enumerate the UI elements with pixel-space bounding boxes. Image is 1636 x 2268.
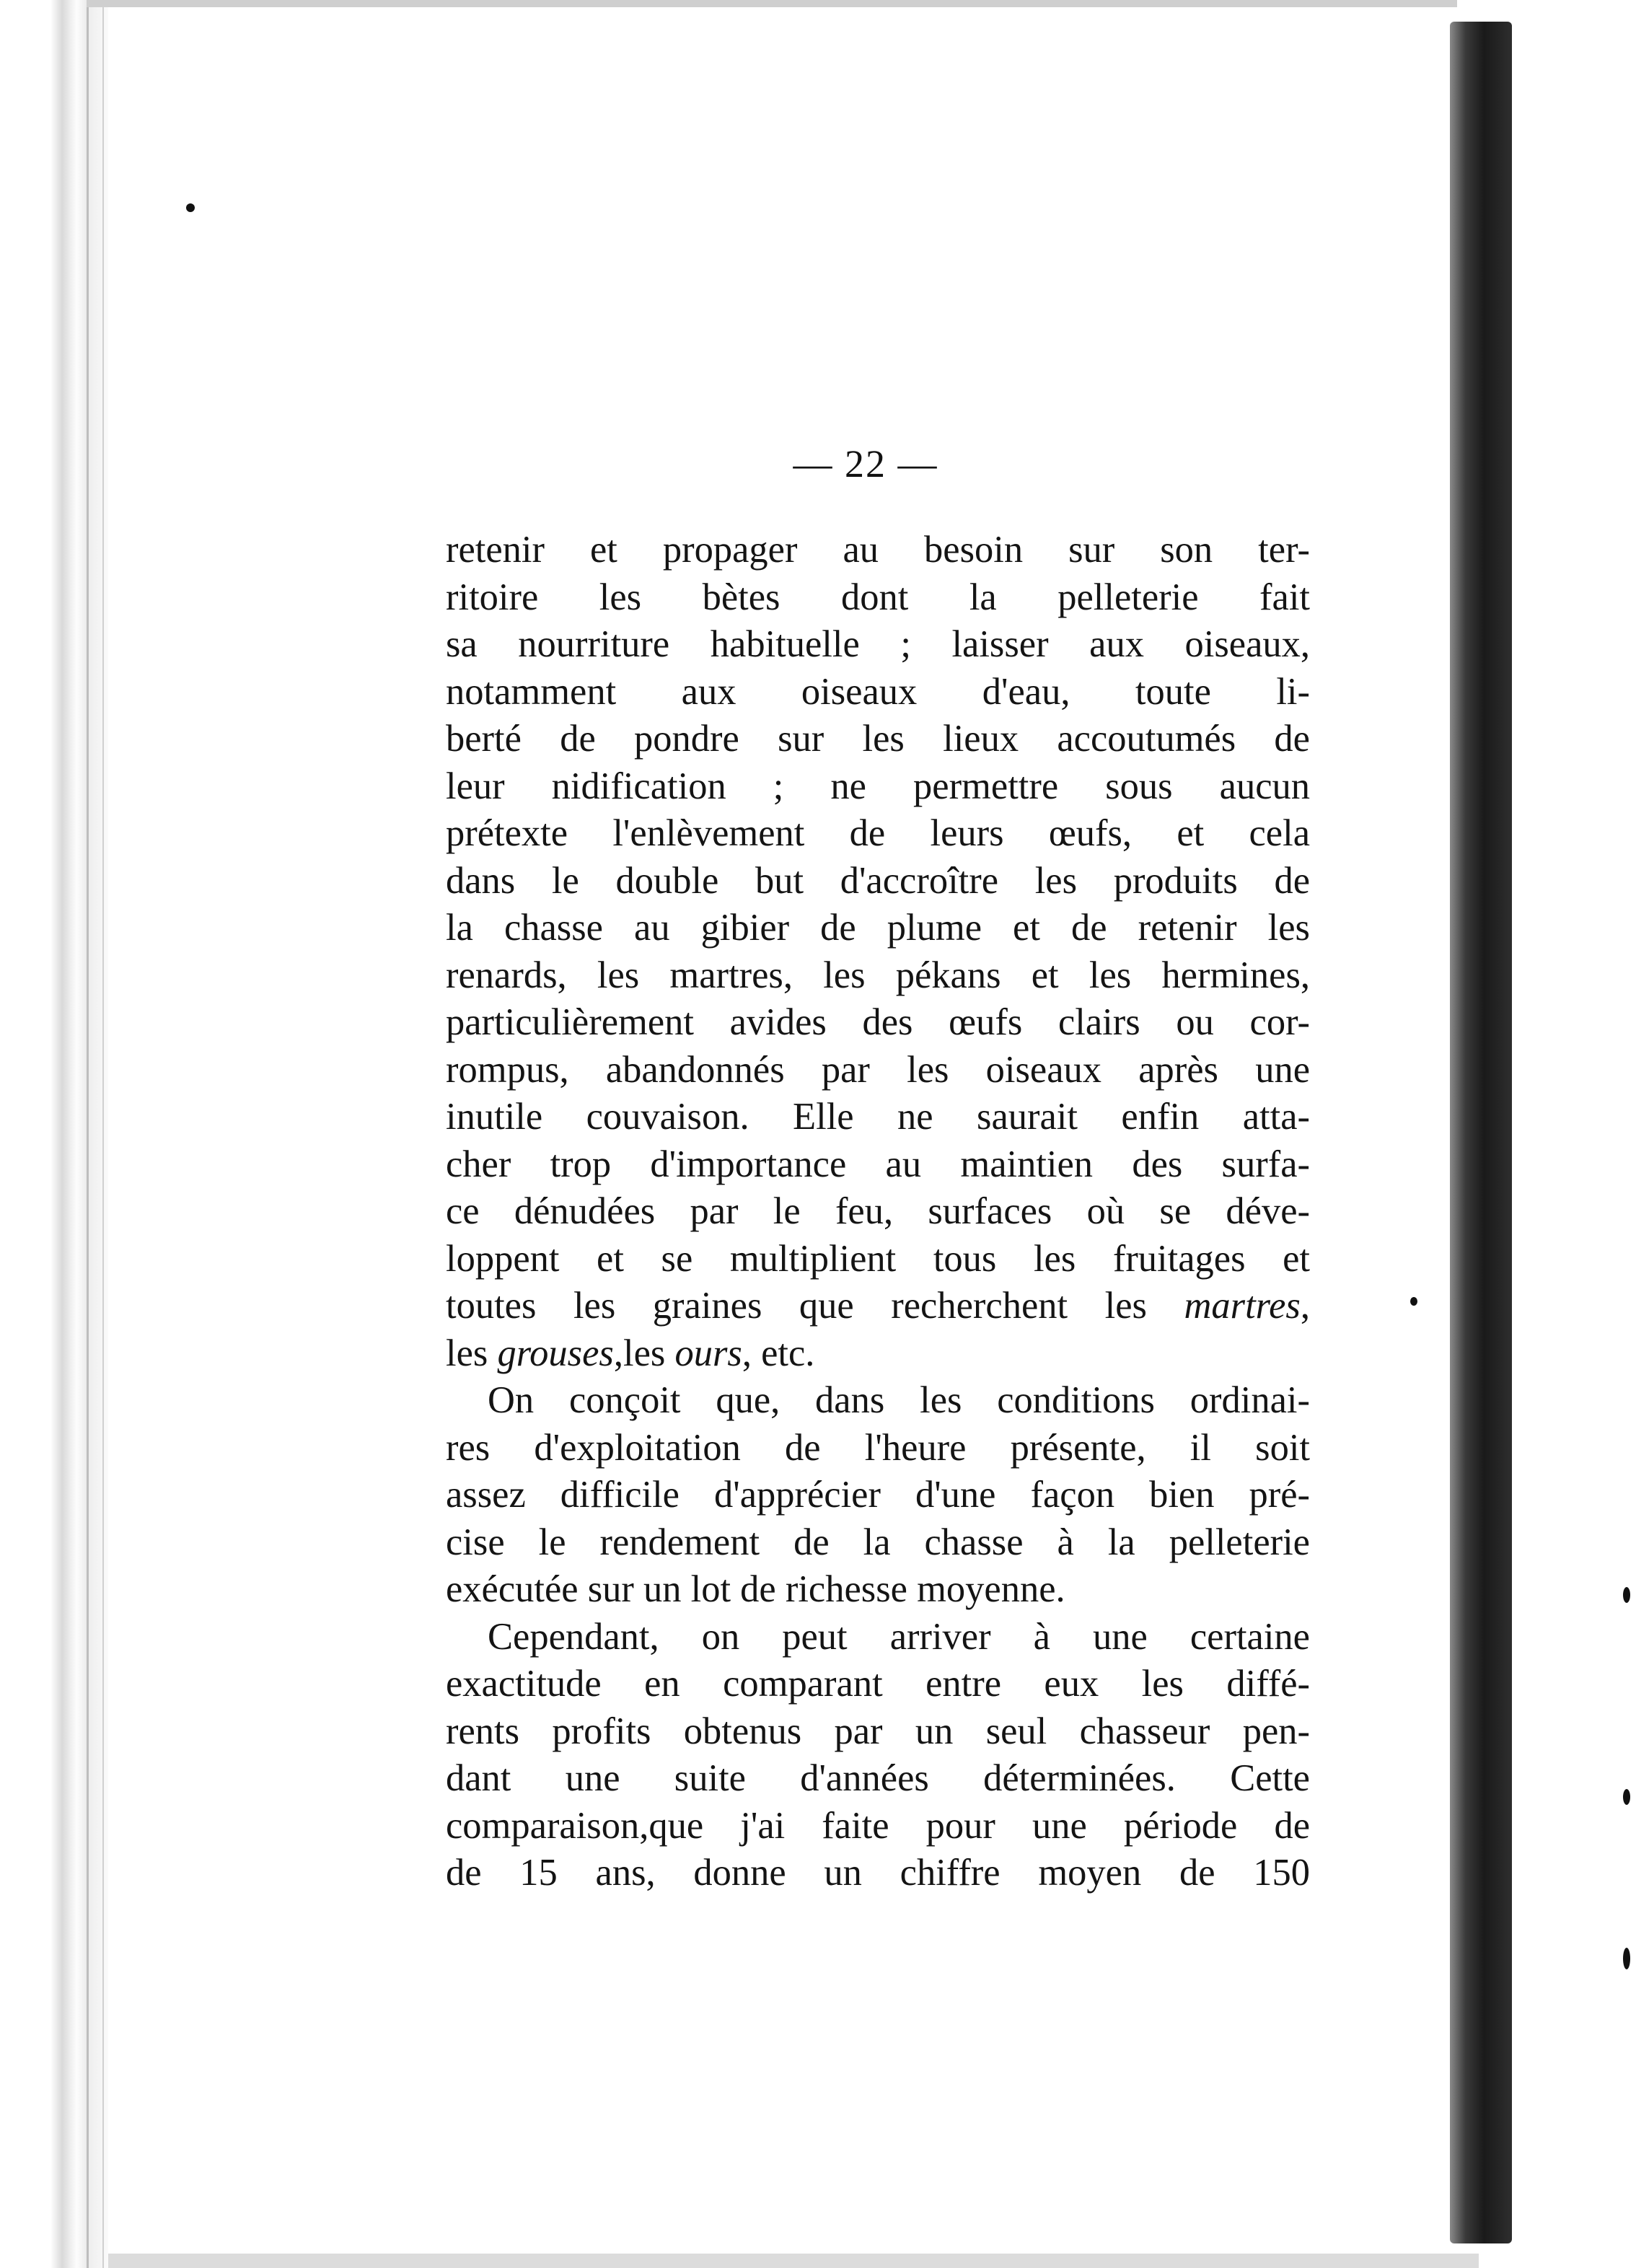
text-line: rents profits obtenus par un seul chasseur pen- bbox=[446, 1710, 1310, 1752]
scan-margin bbox=[1512, 0, 1636, 2268]
text-line: de 15 ans, donne un chiffre moyen de 150 bbox=[446, 1852, 1310, 1894]
text-segment: , etc. bbox=[742, 1332, 815, 1374]
dust-speck bbox=[1623, 1587, 1630, 1603]
text-line: cise le rendement de la chasse à la pelleterie bbox=[446, 1521, 1310, 1563]
text-line: la chasse au gibier de plume et de retenir les bbox=[446, 907, 1310, 949]
page-top-edge bbox=[87, 0, 1457, 7]
text-line: Cependant, on peut arriver à une certaine bbox=[488, 1615, 1310, 1658]
text-line: ritoire les bètes dont la pelleterie fait bbox=[446, 576, 1310, 618]
text-line: comparaison,que j'ai faite pour une période de bbox=[446, 1804, 1310, 1847]
text-segment: toutes les graines que recherchent les bbox=[446, 1285, 1184, 1327]
page-number: — 22 — bbox=[793, 442, 938, 485]
text-segment: , bbox=[1300, 1285, 1310, 1327]
page-edge-line bbox=[87, 0, 89, 2268]
text-line: dant une suite d'années déterminées. Cette bbox=[446, 1757, 1310, 1799]
text-line: retenir et propager au besoin sur son ter- bbox=[446, 529, 1310, 571]
text-line: On conçoit que, dans les conditions ordinai- bbox=[488, 1379, 1310, 1421]
text-line: ce dénudées par le feu, surfaces où se déve- bbox=[446, 1190, 1310, 1232]
dust-speck bbox=[1623, 1789, 1630, 1805]
text-segment: les bbox=[446, 1332, 498, 1374]
text-line: exactitude en comparant entre eux les diffé- bbox=[446, 1663, 1310, 1705]
italic-term: grouses bbox=[497, 1332, 614, 1374]
gutter-shadow bbox=[1450, 22, 1512, 2243]
text-line: inutile couvaison. Elle ne saurait enfin atta- bbox=[446, 1096, 1310, 1138]
text-line bbox=[446, 1330, 1310, 1378]
italic-term: martres bbox=[1184, 1285, 1301, 1327]
text-line: assez difficile d'apprécier d'une façon bien pré- bbox=[446, 1474, 1310, 1516]
text-segment: ,les bbox=[613, 1332, 675, 1374]
dust-speck bbox=[1410, 1297, 1417, 1306]
text-line: particulièrement avides des œufs clairs ou cor- bbox=[446, 1001, 1310, 1043]
text-line bbox=[446, 1283, 1310, 1330]
binding-shadow bbox=[50, 0, 115, 2268]
dust-speck bbox=[1623, 1948, 1630, 1969]
text-line: berté de pondre sur les lieux accoutumés de bbox=[446, 718, 1310, 760]
text-line: res d'exploitation de l'heure présente, il soit bbox=[446, 1426, 1310, 1469]
page-edge-line bbox=[102, 0, 104, 2268]
text-line: dans le double but d'accroître les produits de bbox=[446, 859, 1310, 902]
text-line: notamment aux oiseaux d'eau, toute li- bbox=[446, 670, 1310, 713]
text-line: loppent et se multiplient tous les fruitages et bbox=[446, 1237, 1310, 1280]
body-text bbox=[446, 527, 1310, 1897]
text-line: leur nidification ; ne permettre sous aucun bbox=[446, 765, 1310, 807]
text-line: renards, les martres, les pékans et les hermines, bbox=[446, 954, 1310, 996]
text-line: prétexte l'enlèvement de leurs œufs, et cela bbox=[446, 812, 1310, 854]
text-line: rompus, abandonnés par les oiseaux après une bbox=[446, 1048, 1310, 1091]
dust-speck bbox=[186, 203, 195, 212]
italic-term: ours bbox=[674, 1332, 742, 1374]
text-line: exécutée sur un lot de richesse moyenne. bbox=[446, 1568, 1065, 1610]
text-line: sa nourriture habituelle ; laisser aux oiseaux, bbox=[446, 623, 1310, 665]
text-line: cher trop d'importance au maintien des surfa- bbox=[446, 1143, 1310, 1185]
page-bottom-edge bbox=[108, 2254, 1479, 2268]
